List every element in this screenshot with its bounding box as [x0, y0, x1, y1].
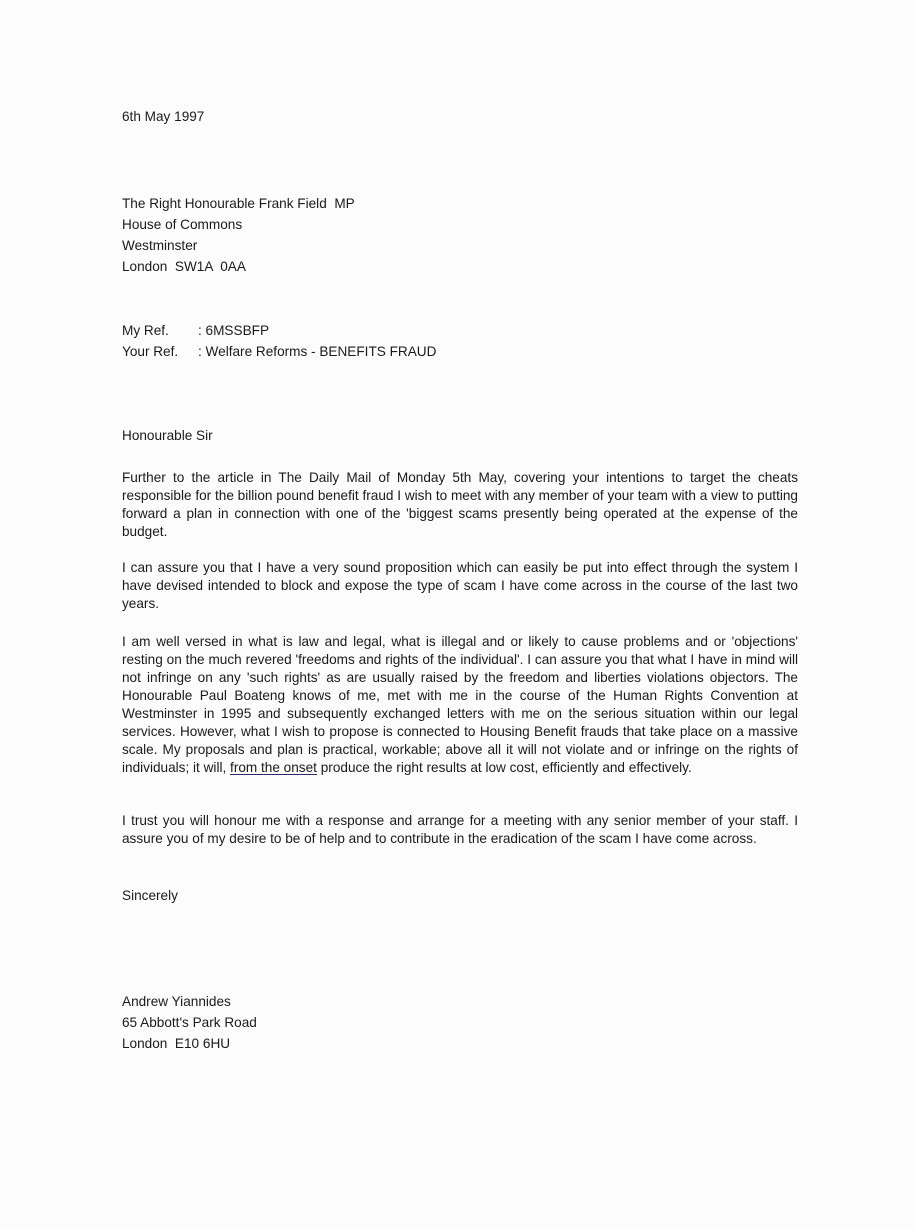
closing: Sincerely: [122, 888, 178, 903]
paragraph-text: produce the right results at low cost, efficiently and effectively.: [320, 760, 692, 775]
sender-address-line: 65 Abbott's Park Road: [122, 1015, 257, 1030]
your-ref-label: Your Ref.: [122, 344, 179, 359]
recipient-name: The Right Honourable Frank Field MP: [122, 196, 355, 211]
your-ref-row: [122, 341, 436, 362]
my-ref-row: [122, 320, 436, 341]
underlined-phrase: from the onset: [230, 760, 317, 775]
recipient-address-line: London SW1A 0AA: [122, 259, 246, 274]
body-paragraph: I trust you will honour me with a response and arrange for a meeting with any senior member of your staff. I assure you of my desire to be of help and to contribute in the eradication of the scam I have come across.: [122, 813, 798, 846]
sender-block: [122, 991, 257, 1054]
reference-block: [122, 320, 436, 362]
body-paragraph: [122, 633, 798, 777]
body-paragraph: I can assure you that I have a very sound proposition which can easily be put into effect through the system I have devised intended to block and expose the type of scam I have come across in the course of the last two years.: [122, 560, 798, 611]
paragraph-text: I am well versed in what is law and legal, what is illegal and or likely to cause problems and or 'objections' resting on the much revered 'freedoms and rights of the individual'. I can assure you that what I have in mind will not infringe on any 'such rights' as are usually raised by the freedom and liberties violations objectors. The Honourable Paul Boateng knows of me, met with me in the course of the Human Rights Convention at Westminster in 1995 and subsequently exchanged letters with me on the serious situation within our legal services. However, what I wish to propose is connected to Housing Benefit frauds that take place on a massive scale. My proposals and plan is practical, workable; above all it will not violate and or infringe on the rights of individuals; it will,: [122, 634, 798, 775]
salutation: Honourable Sir: [122, 428, 213, 443]
my-ref-label: My Ref.: [122, 323, 169, 338]
recipient-address-line: Westminster: [122, 238, 198, 253]
sender-address-line: London E10 6HU: [122, 1036, 231, 1051]
sender-name: Andrew Yiannides: [122, 994, 231, 1009]
my-ref-value: : 6MSSBFP: [198, 323, 270, 338]
body-paragraph: Further to the article in The Daily Mail of Monday 5th May, covering your intentions to target the cheats responsible for the billion pound benefit fraud I wish to meet with any member of your team with a view to putting forward a plan in connection with one of the 'biggest scams presently being operated at the expense of the budget.: [122, 470, 798, 539]
recipient-address-line: House of Commons: [122, 217, 243, 232]
letter-date: 6th May 1997: [122, 109, 205, 124]
recipient-address: [122, 193, 355, 277]
your-ref-value: : Welfare Reforms - BENEFITS FRAUD: [198, 344, 437, 359]
